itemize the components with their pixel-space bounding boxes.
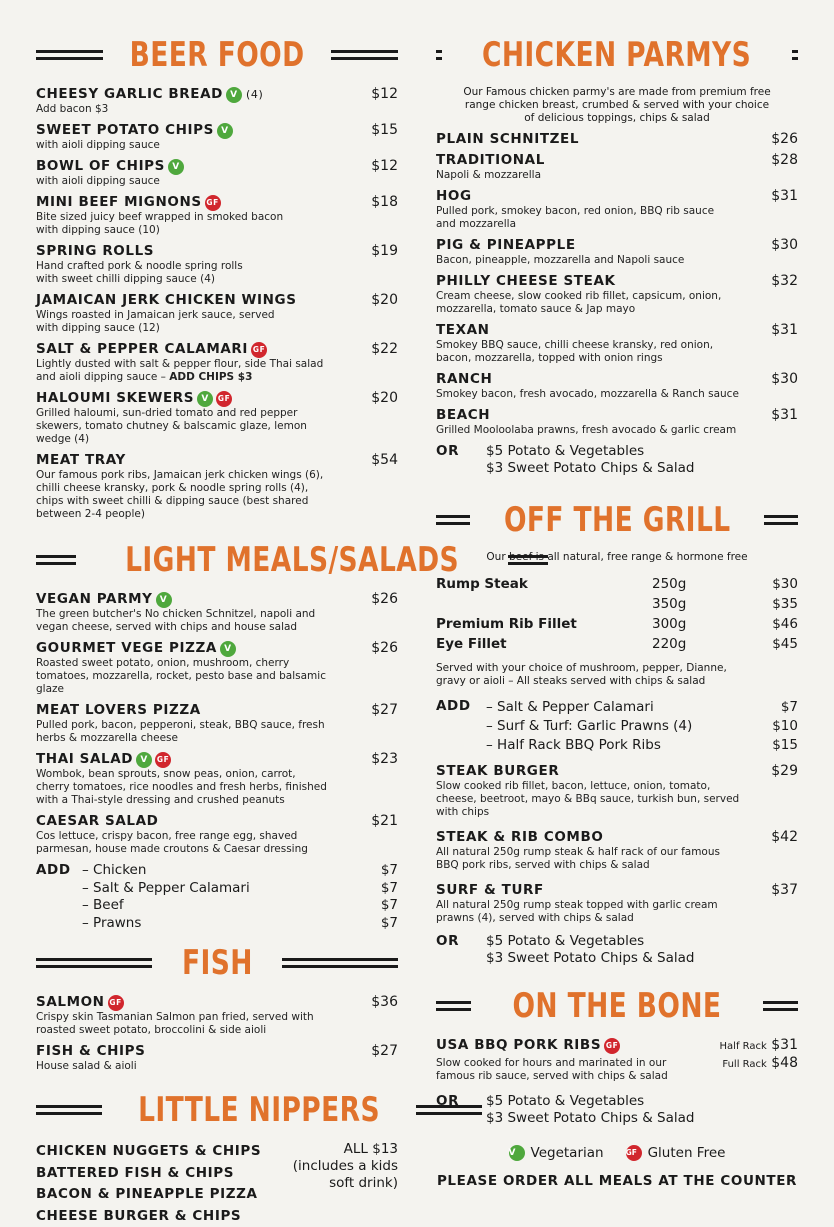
add-on-line: – Chicken $7 xyxy=(82,862,398,880)
item-name: SALT & PEPPER CALAMARI xyxy=(36,341,248,357)
item-desc: Pulled pork, bacon, pepperoni, steak, BBQ sauce, fresh herbs & mozzarella cheese xyxy=(36,719,356,745)
or-option: $5 Potato & Vegetables xyxy=(486,933,695,950)
menu-item xyxy=(36,122,398,152)
item-desc: Slow cooked for hours and marinated in our famous rib sauce, served with chips & salad xyxy=(436,1057,706,1083)
item-desc: Wings roasted in Jamaican jerk sauce, served with dipping sauce (12) xyxy=(36,309,286,335)
nipper-item: BATTERED FISH & CHIPS xyxy=(36,1163,261,1185)
on-the-bone-header xyxy=(436,981,798,1031)
item-desc: Smokey bacon, fresh avocado, mozzarella & Ranch sauce xyxy=(436,388,798,401)
item-name: GOURMET VEGE PIZZA xyxy=(36,640,217,656)
menu-item xyxy=(36,292,398,335)
item-desc: The green butcher's No chicken Schnitzel, napoli and vegan cheese, served with chips and house salad xyxy=(36,608,316,634)
header-bars xyxy=(36,958,152,968)
item-desc-addon: ADD CHIPS $3 xyxy=(169,371,252,383)
item-name: MEAT TRAY xyxy=(36,452,126,468)
legend-gluten-free: GF Gluten Free xyxy=(626,1145,726,1161)
item-price: $28 xyxy=(771,152,798,169)
section-title: FISH xyxy=(166,946,268,980)
item-price: $37 xyxy=(771,882,798,899)
menu-item xyxy=(36,640,398,696)
menu-item xyxy=(436,322,798,365)
vegetarian-badge-icon: V xyxy=(168,159,184,175)
item-price: $30 xyxy=(771,237,798,254)
menu-item xyxy=(36,86,398,116)
item-desc: All natural 250g rump steak & half rack of our famous BBQ pork ribs, served with chips & salad xyxy=(436,846,726,872)
item-name: HOG xyxy=(436,188,798,205)
header-bars xyxy=(763,1001,798,1011)
or-label: OR xyxy=(436,443,486,477)
gluten-free-badge-icon: GF xyxy=(155,752,171,768)
menu-item xyxy=(36,591,398,634)
menu-item xyxy=(36,194,398,237)
item-name: CHEESY GARLIC BREAD xyxy=(36,86,223,102)
menu-item xyxy=(36,813,398,856)
item-name: PHILLY CHEESE STEAK xyxy=(436,273,798,290)
item-price: $42 xyxy=(771,829,798,846)
light-meals-header xyxy=(36,535,398,585)
item-name: BEACH xyxy=(436,407,798,424)
item-desc: Bite sized juicy beef wrapped in smoked bacon with dipping sauce (10) xyxy=(36,211,286,237)
section-title: OFF THE GRILL xyxy=(502,503,732,537)
header-bars xyxy=(36,1105,102,1115)
header-bars xyxy=(436,1001,471,1011)
item-desc: with aioli dipping sauce xyxy=(36,139,398,152)
item-name: STEAK BURGER xyxy=(436,763,798,780)
gluten-free-badge-icon: GF xyxy=(205,195,221,211)
menu-item xyxy=(36,158,398,188)
item-price: $12 xyxy=(371,86,398,103)
order-notice: PLEASE ORDER ALL MEALS AT THE COUNTER xyxy=(436,1173,798,1189)
vegetarian-badge-icon: V xyxy=(156,592,172,608)
item-desc: Grilled Mooloolaba prawns, fresh avocado & garlic cream xyxy=(436,424,798,437)
item-desc: with aioli dipping sauce xyxy=(36,175,398,188)
item-desc: House salad & aioli xyxy=(36,1060,398,1073)
section-title: BEER FOOD xyxy=(128,38,306,72)
add-ons xyxy=(436,698,798,755)
gluten-free-badge-icon: GF xyxy=(604,1038,620,1054)
header-bars xyxy=(36,50,103,60)
nipper-item: CHEESE BURGER & CHIPS xyxy=(36,1206,261,1227)
item-name: VEGAN PARMY xyxy=(36,591,153,607)
header-bars xyxy=(764,515,798,525)
header-bars xyxy=(436,515,470,525)
item-name: HALOUMI SKEWERS xyxy=(36,390,194,406)
item-name: SWEET POTATO CHIPS xyxy=(36,122,214,138)
item-name: FISH & CHIPS xyxy=(36,1043,146,1059)
item-name: MINI BEEF MIGNONS xyxy=(36,194,202,210)
item-desc: Bacon, pineapple, mozzarella and Napoli sauce xyxy=(436,254,798,267)
or-option: $3 Sweet Potato Chips & Salad xyxy=(486,460,695,477)
item-price: $20 xyxy=(371,390,398,407)
item-price: $27 xyxy=(371,702,398,719)
menu-item xyxy=(36,994,398,1037)
steak-row: 350g $35 xyxy=(436,594,798,614)
item-name: PLAIN SCHNITZEL xyxy=(436,131,798,148)
item-price: $15 xyxy=(371,122,398,139)
item-name: SURF & TURF xyxy=(436,882,798,899)
menu-item xyxy=(436,882,798,925)
menu-item xyxy=(36,341,398,384)
item-price: $26 xyxy=(771,131,798,148)
menu-item xyxy=(36,751,398,807)
item-price: $26 xyxy=(371,591,398,608)
item-name: BOWL OF CHIPS xyxy=(36,158,165,174)
item-price: $23 xyxy=(371,751,398,768)
item-desc: Wombok, bean sprouts, snow peas, onion, carrot, cherry tomatoes, rice noodles and fresh herbs, finished with a Thai-style dressing and crushed peanuts xyxy=(36,768,331,807)
little-nippers-list xyxy=(36,1141,398,1227)
section-title: ON THE BONE xyxy=(503,989,731,1023)
item-price: $31 xyxy=(771,188,798,205)
item-name: TEXAN xyxy=(436,322,798,339)
item-name: SALMON xyxy=(36,994,105,1010)
beer-food-header xyxy=(36,30,398,80)
right-column xyxy=(436,30,798,1189)
item-name: SPRING ROLLS xyxy=(36,243,154,259)
little-nippers-header xyxy=(36,1085,398,1135)
item-price: $31 xyxy=(771,322,798,339)
menu-item xyxy=(436,273,798,316)
item-price: $18 xyxy=(371,194,398,211)
menu-item xyxy=(36,243,398,286)
item-name: MEAT LOVERS PIZZA xyxy=(36,702,201,718)
or-options xyxy=(436,1093,798,1127)
or-option: $5 Potato & Vegetables xyxy=(486,443,695,460)
header-bars xyxy=(792,50,798,60)
header-bars xyxy=(331,50,398,60)
nipper-item: CHICKEN NUGGETS & CHIPS xyxy=(36,1141,261,1163)
item-name: RANCH xyxy=(436,371,798,388)
vegetarian-badge-icon: V xyxy=(509,1145,525,1161)
gluten-free-badge-icon: GF xyxy=(108,995,124,1011)
or-options xyxy=(436,443,798,477)
header-bars xyxy=(436,50,442,60)
item-price: $31 xyxy=(771,407,798,424)
item-price: $22 xyxy=(371,341,398,358)
item-price: $12 xyxy=(371,158,398,175)
item-price: $26 xyxy=(371,640,398,657)
item-name: JAMAICAN JERK CHICKEN WINGS xyxy=(36,292,297,308)
menu-item xyxy=(36,1043,398,1073)
or-option: $3 Sweet Potato Chips & Salad xyxy=(486,1110,695,1127)
or-option: $5 Potato & Vegetables xyxy=(486,1093,695,1110)
chicken-parmys-header xyxy=(436,30,798,80)
fish-header xyxy=(36,938,398,988)
gluten-free-badge-icon: GF xyxy=(626,1145,642,1161)
item-name: THAI SALAD xyxy=(36,751,133,767)
rack-prices: Half Rack $31 Full Rack $48 xyxy=(720,1037,798,1073)
vegetarian-badge-icon: V xyxy=(220,641,236,657)
item-desc: Lightly dusted with salt & pepper flour, side Thai salad and aioli dipping sauce – xyxy=(36,358,323,383)
dietary-legend xyxy=(436,1145,798,1161)
section-title: LIGHT MEALS/SALADS xyxy=(124,543,461,577)
section-intro: Our Famous chicken parmy's are made from premium free range chicken breast, crumbed & served with your choice of delicious toppings, chips & salad xyxy=(436,86,798,125)
item-desc: All natural 250g rump steak topped with garlic cream prawns (4), served with chips & salad xyxy=(436,899,726,925)
steak-row: Premium Rib Fillet 300g $46 xyxy=(436,614,798,634)
gluten-free-badge-icon: GF xyxy=(251,342,267,358)
add-on-line: – Salt & Pepper Calamari $7 xyxy=(82,880,398,898)
legend-vegetarian: V Vegetarian xyxy=(509,1145,604,1161)
menu-item xyxy=(436,152,798,182)
menu-item xyxy=(436,1037,798,1083)
section-intro: Our beef is all natural, free range & hormone free xyxy=(436,551,798,564)
item-price: $54 xyxy=(371,452,398,469)
header-bars xyxy=(282,958,398,968)
item-desc: Our famous pork ribs, Jamaican jerk chicken wings (6), chilli cheese kransky, pork & noodle spring rolls (4), chips with sweet chilli & dipping sauce (best shared between 2-4 people) xyxy=(36,469,336,521)
item-desc: Cream cheese, slow cooked rib fillet, capsicum, onion, mozzarella, tomato sauce & Jap mayo xyxy=(436,290,726,316)
menu-item xyxy=(436,829,798,872)
or-option: $3 Sweet Potato Chips & Salad xyxy=(486,950,695,967)
steak-list xyxy=(436,574,798,654)
menu-item xyxy=(36,452,398,521)
item-desc: Smokey BBQ sauce, chilli cheese kransky, red onion, bacon, mozzarella, topped with onion rings xyxy=(436,339,746,365)
item-desc: Roasted sweet potato, onion, mushroom, cherry tomatoes, mozzarella, rocket, pesto base and balsamic glaze xyxy=(36,657,341,696)
item-desc: Add bacon $3 xyxy=(36,103,398,116)
item-desc: Grilled haloumi, sun-dried tomato and red pepper skewers, tomato chutney & balscamic glaze, lemon wedge (4) xyxy=(36,407,326,446)
menu-item xyxy=(436,237,798,267)
or-label: OR xyxy=(436,933,486,967)
item-count: (4) xyxy=(246,88,263,101)
item-price: $32 xyxy=(771,273,798,290)
item-name: STEAK & RIB COMBO xyxy=(436,829,798,846)
add-on-line: – Beef $7 xyxy=(82,897,398,915)
add-on-line: – Half Rack BBQ Pork Ribs $15 xyxy=(486,736,798,755)
item-price: $21 xyxy=(371,813,398,830)
item-desc: Crispy skin Tasmanian Salmon pan fried, served with roasted sweet potato, broccolini & side aioli xyxy=(36,1011,336,1037)
item-name: USA BBQ PORK RIBS xyxy=(436,1037,601,1053)
steak-note: Served with your choice of mushroom, pepper, Dianne, gravy or aioli – All steaks served with chips & salad xyxy=(436,662,756,688)
steak-row: Rump Steak 250g $30 xyxy=(436,574,798,594)
or-label: OR xyxy=(436,1093,486,1127)
add-label: ADD xyxy=(36,862,82,932)
add-ons xyxy=(36,862,398,932)
item-price: $29 xyxy=(771,763,798,780)
item-desc: Hand crafted pork & noodle spring rolls with sweet chilli dipping sauce (4) xyxy=(36,260,256,286)
menu-item xyxy=(436,763,798,819)
nipper-item: BACON & PINEAPPLE PIZZA xyxy=(36,1184,261,1206)
item-price: $27 xyxy=(371,1043,398,1060)
add-on-line: – Surf & Turf: Garlic Prawns (4) $10 xyxy=(486,717,798,736)
item-desc: Cos lettuce, crispy bacon, free range egg, shaved parmesan, house made croutons & Caesar dressing xyxy=(36,830,346,856)
gluten-free-badge-icon: GF xyxy=(216,391,232,407)
vegetarian-badge-icon: V xyxy=(197,391,213,407)
item-desc: Napoli & mozzarella xyxy=(436,169,798,182)
menu-item xyxy=(436,371,798,401)
vegetarian-badge-icon: V xyxy=(136,752,152,768)
off-the-grill-header xyxy=(436,495,798,545)
steak-row: Eye Fillet 220g $45 xyxy=(436,634,798,654)
item-name: CAESAR SALAD xyxy=(36,813,158,829)
item-price: $19 xyxy=(371,243,398,260)
or-options xyxy=(436,933,798,967)
menu-item xyxy=(436,188,798,231)
vegetarian-badge-icon: V xyxy=(226,87,242,103)
left-column xyxy=(36,30,398,1227)
item-price: $20 xyxy=(371,292,398,309)
header-bars xyxy=(36,555,76,565)
item-name: PIG & PINEAPPLE xyxy=(436,237,798,254)
section-title: LITTLE NIPPERS xyxy=(137,1093,382,1127)
item-desc: Pulled pork, smokey bacon, red onion, BBQ rib sauce and mozzarella xyxy=(436,205,726,231)
menu-item xyxy=(436,131,798,148)
add-label: ADD xyxy=(436,698,486,755)
menu-item xyxy=(36,702,398,745)
nippers-price: ALL $13 (includes a kids soft drink) xyxy=(293,1141,398,1227)
item-price: $36 xyxy=(371,994,398,1011)
add-on-line: – Prawns $7 xyxy=(82,915,398,933)
item-name: TRADITIONAL xyxy=(436,152,798,169)
vegetarian-badge-icon: V xyxy=(217,123,233,139)
menu-item xyxy=(436,407,798,437)
section-title: CHICKEN PARMYS xyxy=(481,38,753,72)
item-desc: Slow cooked rib fillet, bacon, lettuce, onion, tomato, cheese, beetroot, mayo & BBq sauce, turkish bun, served with chips xyxy=(436,780,746,819)
item-price: $30 xyxy=(771,371,798,388)
add-on-line: – Salt & Pepper Calamari $7 xyxy=(486,698,798,717)
menu-item xyxy=(36,390,398,446)
